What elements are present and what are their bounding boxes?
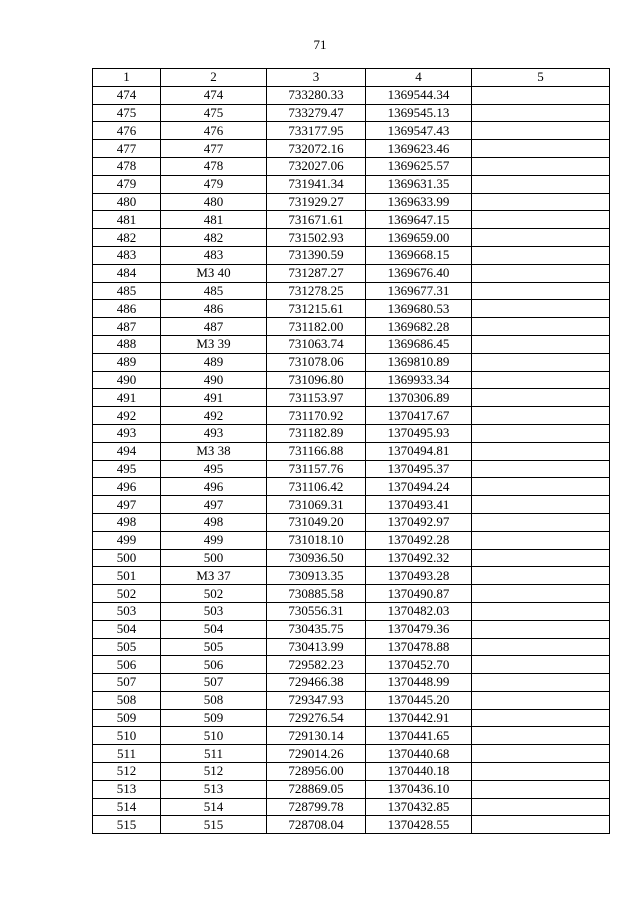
table-cell: 730913.35 [267, 567, 366, 585]
table-cell: 1370492.28 [366, 531, 472, 549]
table-cell: 492 [93, 407, 161, 425]
table-cell [472, 709, 610, 727]
table-cell [472, 246, 610, 264]
table-cell: 502 [93, 585, 161, 603]
table-cell: 728799.78 [267, 798, 366, 816]
table-cell: 731182.00 [267, 318, 366, 336]
table-cell: 490 [93, 371, 161, 389]
table-cell: 728869.05 [267, 780, 366, 798]
table-cell: 503 [93, 602, 161, 620]
table-cell: 731078.06 [267, 353, 366, 371]
table-cell [472, 424, 610, 442]
table-cell: 731390.59 [267, 246, 366, 264]
table-row [93, 389, 610, 407]
table-cell: 1370452.70 [366, 656, 472, 674]
table-cell: 498 [161, 513, 267, 531]
table-row [93, 513, 610, 531]
table-cell: 1370442.91 [366, 709, 472, 727]
table-cell: 1369647.15 [366, 211, 472, 229]
table-cell: 489 [93, 353, 161, 371]
table-cell: 731018.10 [267, 531, 366, 549]
table-cell: 499 [161, 531, 267, 549]
table-cell [472, 745, 610, 763]
table-cell: 512 [161, 763, 267, 781]
table-cell: 1370495.37 [366, 460, 472, 478]
table-cell: 1370440.18 [366, 763, 472, 781]
table-cell: 731671.61 [267, 211, 366, 229]
table-cell: 505 [93, 638, 161, 656]
table-row [93, 780, 610, 798]
table-cell: МЗ 40 [161, 264, 267, 282]
table-cell: 1369677.31 [366, 282, 472, 300]
table-cell: 731278.25 [267, 282, 366, 300]
table-cell: 509 [93, 709, 161, 727]
table-cell: 509 [161, 709, 267, 727]
table-cell: 486 [93, 300, 161, 318]
table-cell: 493 [161, 424, 267, 442]
table-cell: 500 [93, 549, 161, 567]
table-cell: 1369686.45 [366, 335, 472, 353]
table-cell [472, 300, 610, 318]
table-cell: 730413.99 [267, 638, 366, 656]
table-row [93, 585, 610, 603]
table-cell [472, 780, 610, 798]
table-cell: 488 [93, 335, 161, 353]
table-cell [472, 816, 610, 834]
table-row [93, 282, 610, 300]
table-row [93, 478, 610, 496]
table-row [93, 727, 610, 745]
table-cell: 729582.23 [267, 656, 366, 674]
table-cell: 729347.93 [267, 691, 366, 709]
table-row [93, 602, 610, 620]
table-cell [472, 496, 610, 514]
table-cell: 1369544.34 [366, 86, 472, 104]
table-cell: 1370306.89 [366, 389, 472, 407]
table-cell: 1370436.10 [366, 780, 472, 798]
table-cell: 1370493.28 [366, 567, 472, 585]
table-cell: МЗ 39 [161, 335, 267, 353]
table-cell [472, 140, 610, 158]
table-cell: 515 [161, 816, 267, 834]
table-cell: 1370428.55 [366, 816, 472, 834]
table-cell: 731941.34 [267, 175, 366, 193]
table-row [93, 353, 610, 371]
table-cell: 1369631.35 [366, 175, 472, 193]
table-cell: 1369810.89 [366, 353, 472, 371]
table-row [93, 264, 610, 282]
table-cell: 1369625.57 [366, 157, 472, 175]
table-cell [472, 282, 610, 300]
table-cell: 1369676.40 [366, 264, 472, 282]
table-row [93, 620, 610, 638]
table-cell: МЗ 38 [161, 442, 267, 460]
table-cell: 481 [93, 211, 161, 229]
table-row [93, 798, 610, 816]
table-cell [472, 86, 610, 104]
table-cell: 479 [93, 175, 161, 193]
table-row [93, 193, 610, 211]
table-cell: 513 [161, 780, 267, 798]
table-cell: 731929.27 [267, 193, 366, 211]
table-cell: 474 [161, 86, 267, 104]
table-cell: 731063.74 [267, 335, 366, 353]
table-cell: 482 [161, 229, 267, 247]
table-cell [472, 513, 610, 531]
page-number: 71 [313, 37, 327, 52]
table-row [93, 175, 610, 193]
table-cell: 499 [93, 531, 161, 549]
header-cell: 2 [161, 69, 267, 87]
table-cell: 514 [93, 798, 161, 816]
table-cell: 508 [93, 691, 161, 709]
table-body [93, 86, 610, 833]
table-cell [472, 264, 610, 282]
table-cell [472, 407, 610, 425]
table-cell: 487 [161, 318, 267, 336]
table-row [93, 104, 610, 122]
table-cell [472, 674, 610, 692]
table-cell: 1369659.00 [366, 229, 472, 247]
table-cell: 1370478.88 [366, 638, 472, 656]
table-cell: 497 [161, 496, 267, 514]
table-cell: 728708.04 [267, 816, 366, 834]
table-cell [472, 549, 610, 567]
table-cell: 731153.97 [267, 389, 366, 407]
table-cell: 733279.47 [267, 104, 366, 122]
table-cell: 1370448.99 [366, 674, 472, 692]
table-cell: 496 [93, 478, 161, 496]
table-cell: 484 [93, 264, 161, 282]
table-cell: 481 [161, 211, 267, 229]
table-cell [472, 620, 610, 638]
table-cell: 1370440.68 [366, 745, 472, 763]
table-cell [472, 585, 610, 603]
header-cell: 5 [472, 69, 610, 87]
table-row [93, 674, 610, 692]
table-cell: 483 [93, 246, 161, 264]
table-cell: 491 [93, 389, 161, 407]
table-cell: 477 [161, 140, 267, 158]
table-cell: 730885.58 [267, 585, 366, 603]
table-cell: 731182.89 [267, 424, 366, 442]
table-cell: 495 [161, 460, 267, 478]
table-row [93, 567, 610, 585]
table-cell: 507 [161, 674, 267, 692]
table-cell: 495 [93, 460, 161, 478]
table-cell: 730556.31 [267, 602, 366, 620]
table-row [93, 371, 610, 389]
table-row [93, 407, 610, 425]
table-cell: 1370482.03 [366, 602, 472, 620]
table-cell: 496 [161, 478, 267, 496]
table-cell: 511 [161, 745, 267, 763]
table-cell: 1370417.67 [366, 407, 472, 425]
table-cell: 507 [93, 674, 161, 692]
table-cell [472, 531, 610, 549]
table-cell: 478 [93, 157, 161, 175]
table-cell: 505 [161, 638, 267, 656]
table-cell [472, 763, 610, 781]
table-cell [472, 478, 610, 496]
table-cell [472, 638, 610, 656]
table-cell: 729130.14 [267, 727, 366, 745]
table-cell: 1370445.20 [366, 691, 472, 709]
table-cell: 476 [93, 122, 161, 140]
table-cell [472, 727, 610, 745]
table-cell [472, 122, 610, 140]
table-cell: 731069.31 [267, 496, 366, 514]
table-cell: 506 [161, 656, 267, 674]
table-cell: 478 [161, 157, 267, 175]
table-cell: 1369545.13 [366, 104, 472, 122]
table-cell: 1369682.28 [366, 318, 472, 336]
table-row [93, 496, 610, 514]
table-cell [472, 157, 610, 175]
table-cell: 515 [93, 816, 161, 834]
table-cell: 512 [93, 763, 161, 781]
table-cell: 1370490.87 [366, 585, 472, 603]
table-cell: 1370494.24 [366, 478, 472, 496]
table-cell: 729466.38 [267, 674, 366, 692]
table-cell: 1370441.65 [366, 727, 472, 745]
table-row [93, 745, 610, 763]
table-cell [472, 567, 610, 585]
table-cell [472, 353, 610, 371]
table-cell: 510 [161, 727, 267, 745]
table-cell: 1370432.85 [366, 798, 472, 816]
table-cell: 1369633.99 [366, 193, 472, 211]
table-cell: 1370492.32 [366, 549, 472, 567]
table-cell: 485 [93, 282, 161, 300]
table-cell: 1370494.81 [366, 442, 472, 460]
table-header [93, 69, 610, 87]
table-cell: 483 [161, 246, 267, 264]
table-cell: 731049.20 [267, 513, 366, 531]
table-cell: 508 [161, 691, 267, 709]
table-cell: 490 [161, 371, 267, 389]
table-cell: 1370492.97 [366, 513, 472, 531]
header-cell: 1 [93, 69, 161, 87]
table-cell: 732072.16 [267, 140, 366, 158]
table-cell: 732027.06 [267, 157, 366, 175]
table-cell: 731287.27 [267, 264, 366, 282]
table-cell [472, 175, 610, 193]
table-cell: 728956.00 [267, 763, 366, 781]
table-cell: 510 [93, 727, 161, 745]
table-cell: 731106.42 [267, 478, 366, 496]
table-cell: 514 [161, 798, 267, 816]
table-cell: 511 [93, 745, 161, 763]
table-cell [472, 656, 610, 674]
table-cell: 1369668.15 [366, 246, 472, 264]
table-cell [472, 318, 610, 336]
table-row [93, 300, 610, 318]
table-cell: 731166.88 [267, 442, 366, 460]
table-row [93, 691, 610, 709]
table-cell [472, 371, 610, 389]
table-cell: МЗ 37 [161, 567, 267, 585]
table-cell: 498 [93, 513, 161, 531]
table-cell: 485 [161, 282, 267, 300]
table-cell: 486 [161, 300, 267, 318]
table-cell: 474 [93, 86, 161, 104]
table-cell: 477 [93, 140, 161, 158]
table-cell: 731215.61 [267, 300, 366, 318]
table-cell [472, 229, 610, 247]
table-cell: 504 [161, 620, 267, 638]
table-cell: 500 [161, 549, 267, 567]
table-cell: 493 [93, 424, 161, 442]
header-cell: 3 [267, 69, 366, 87]
table-cell [472, 602, 610, 620]
table-cell: 731170.92 [267, 407, 366, 425]
table-cell: 1369623.46 [366, 140, 472, 158]
table-row [93, 122, 610, 140]
table-row [93, 86, 610, 104]
table-cell: 475 [161, 104, 267, 122]
table-row [93, 531, 610, 549]
table-cell [472, 389, 610, 407]
table-cell [472, 798, 610, 816]
table-cell: 729276.54 [267, 709, 366, 727]
table-cell: 494 [93, 442, 161, 460]
table-cell: 733280.33 [267, 86, 366, 104]
table-cell: 482 [93, 229, 161, 247]
table-cell: 503 [161, 602, 267, 620]
table-cell: 475 [93, 104, 161, 122]
table-cell [472, 442, 610, 460]
table-cell: 731157.76 [267, 460, 366, 478]
table-cell: 506 [93, 656, 161, 674]
table-cell: 730936.50 [267, 549, 366, 567]
table-cell: 479 [161, 175, 267, 193]
table-cell [472, 691, 610, 709]
table-row [93, 211, 610, 229]
table-cell: 733177.95 [267, 122, 366, 140]
table-cell: 1369680.53 [366, 300, 472, 318]
coordinates-table [92, 68, 610, 834]
table-row [93, 656, 610, 674]
table-row [93, 424, 610, 442]
table-cell: 730435.75 [267, 620, 366, 638]
table-row [93, 549, 610, 567]
table-row [93, 229, 610, 247]
table-cell: 1370495.93 [366, 424, 472, 442]
table-row [93, 763, 610, 781]
table-cell: 731502.93 [267, 229, 366, 247]
table-cell: 492 [161, 407, 267, 425]
table-cell: 489 [161, 353, 267, 371]
table-cell: 502 [161, 585, 267, 603]
table-cell: 491 [161, 389, 267, 407]
table-cell: 487 [93, 318, 161, 336]
table-row [93, 816, 610, 834]
table-cell: 729014.26 [267, 745, 366, 763]
header-row [93, 69, 610, 87]
table-cell [472, 460, 610, 478]
table-cell [472, 193, 610, 211]
table-cell: 480 [161, 193, 267, 211]
table-cell: 476 [161, 122, 267, 140]
table-row [93, 318, 610, 336]
table-cell [472, 211, 610, 229]
table-cell: 497 [93, 496, 161, 514]
table-row [93, 157, 610, 175]
table-row [93, 140, 610, 158]
header-cell: 4 [366, 69, 472, 87]
table-row [93, 246, 610, 264]
table-row [93, 442, 610, 460]
table-cell: 1370479.36 [366, 620, 472, 638]
table-row [93, 638, 610, 656]
table-cell: 731096.80 [267, 371, 366, 389]
table-cell: 1369547.43 [366, 122, 472, 140]
table-row [93, 709, 610, 727]
table-cell: 504 [93, 620, 161, 638]
table-cell: 501 [93, 567, 161, 585]
table-cell [472, 335, 610, 353]
table-cell: 513 [93, 780, 161, 798]
table-row [93, 335, 610, 353]
table-cell: 480 [93, 193, 161, 211]
table-cell [472, 104, 610, 122]
table-cell: 1370493.41 [366, 496, 472, 514]
table-cell: 1369933.34 [366, 371, 472, 389]
table-row [93, 460, 610, 478]
